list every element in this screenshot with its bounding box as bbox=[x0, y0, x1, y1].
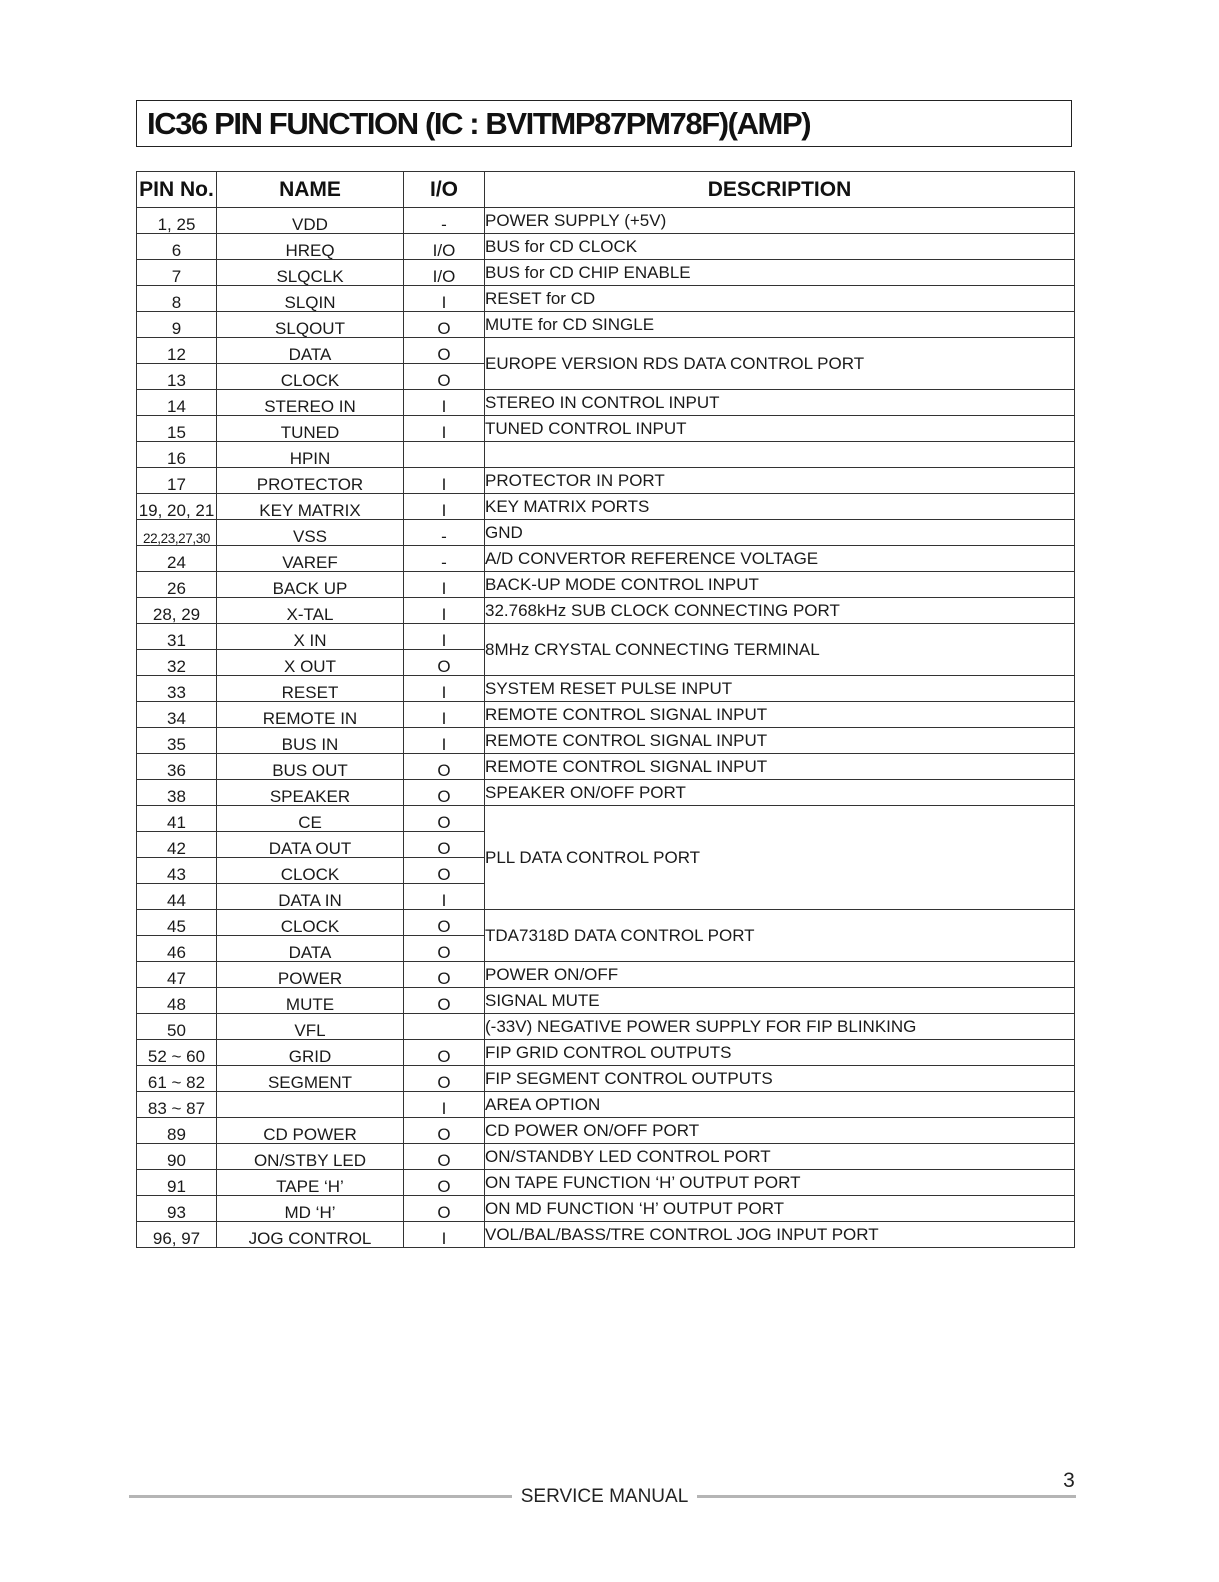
pin-cell: 13 bbox=[137, 364, 217, 390]
io-cell: I bbox=[404, 624, 485, 650]
name-cell bbox=[217, 1092, 404, 1118]
name-cell: X-TAL bbox=[217, 598, 404, 624]
io-cell: O bbox=[404, 988, 485, 1014]
pin-cell: 41 bbox=[137, 806, 217, 832]
pin-cell: 52 ~ 60 bbox=[137, 1040, 217, 1066]
description-cell: BUS for CD CHIP ENABLE bbox=[485, 260, 1075, 286]
table-row bbox=[137, 1118, 1075, 1144]
name-cell: VAREF bbox=[217, 546, 404, 572]
table-row bbox=[137, 260, 1075, 286]
name-cell: CLOCK bbox=[217, 364, 404, 390]
table-row bbox=[137, 598, 1075, 624]
header-name: NAME bbox=[217, 172, 404, 208]
pin-cell: 33 bbox=[137, 676, 217, 702]
pin-cell: 90 bbox=[137, 1144, 217, 1170]
io-cell: I/O bbox=[404, 234, 485, 260]
name-cell: DATA IN bbox=[217, 884, 404, 910]
pin-cell: 38 bbox=[137, 780, 217, 806]
table-row bbox=[137, 1144, 1075, 1170]
description-cell: MUTE for CD SINGLE bbox=[485, 312, 1075, 338]
pin-cell: 96, 97 bbox=[137, 1222, 217, 1248]
io-cell: O bbox=[404, 832, 485, 858]
header-pin-no: PIN No. bbox=[137, 172, 217, 208]
description-cell: FIP SEGMENT CONTROL OUTPUTS bbox=[485, 1066, 1075, 1092]
table-body bbox=[137, 208, 1075, 1248]
table-row bbox=[137, 1066, 1075, 1092]
name-cell: PROTECTOR bbox=[217, 468, 404, 494]
pin-cell: 83 ~ 87 bbox=[137, 1092, 217, 1118]
table-row bbox=[137, 1196, 1075, 1222]
io-cell: O bbox=[404, 1066, 485, 1092]
table-header-row bbox=[137, 172, 1075, 208]
description-cell: SIGNAL MUTE bbox=[485, 988, 1075, 1014]
table-row bbox=[137, 988, 1075, 1014]
pin-cell: 19, 20, 21 bbox=[137, 494, 217, 520]
io-cell: - bbox=[404, 546, 485, 572]
pin-cell: 17 bbox=[137, 468, 217, 494]
name-cell: POWER bbox=[217, 962, 404, 988]
pin-cell: 34 bbox=[137, 702, 217, 728]
io-cell: O bbox=[404, 936, 485, 962]
name-cell: BUS IN bbox=[217, 728, 404, 754]
table-row bbox=[137, 910, 1075, 936]
io-cell: I bbox=[404, 416, 485, 442]
description-cell: EUROPE VERSION RDS DATA CONTROL PORT bbox=[485, 338, 1075, 390]
pin-cell: 9 bbox=[137, 312, 217, 338]
name-cell: SLQCLK bbox=[217, 260, 404, 286]
description-cell: VOL/BAL/BASS/TRE CONTROL JOG INPUT PORT bbox=[485, 1222, 1075, 1248]
name-cell: CLOCK bbox=[217, 910, 404, 936]
name-cell: BUS OUT bbox=[217, 754, 404, 780]
pin-cell: 28, 29 bbox=[137, 598, 217, 624]
table-row bbox=[137, 234, 1075, 260]
name-cell: MD ‘H’ bbox=[217, 1196, 404, 1222]
pin-cell: 46 bbox=[137, 936, 217, 962]
description-cell: AREA OPTION bbox=[485, 1092, 1075, 1118]
io-cell: - bbox=[404, 520, 485, 546]
description-cell: RESET for CD bbox=[485, 286, 1075, 312]
pin-cell: 42 bbox=[137, 832, 217, 858]
pin-cell: 47 bbox=[137, 962, 217, 988]
description-cell: SYSTEM RESET PULSE INPUT bbox=[485, 676, 1075, 702]
pin-cell: 32 bbox=[137, 650, 217, 676]
description-cell: TUNED CONTROL INPUT bbox=[485, 416, 1075, 442]
name-cell: HREQ bbox=[217, 234, 404, 260]
description-cell: 32.768kHz SUB CLOCK CONNECTING PORT bbox=[485, 598, 1075, 624]
table-row bbox=[137, 702, 1075, 728]
io-cell: I bbox=[404, 884, 485, 910]
pin-cell: 8 bbox=[137, 286, 217, 312]
pin-cell: 12 bbox=[137, 338, 217, 364]
pin-cell: 16 bbox=[137, 442, 217, 468]
pin-function-table bbox=[136, 171, 1075, 1248]
description-cell: POWER SUPPLY (+5V) bbox=[485, 208, 1075, 234]
io-cell: O bbox=[404, 910, 485, 936]
name-cell: X IN bbox=[217, 624, 404, 650]
page-title: IC36 PIN FUNCTION (IC : BVITMP87PM78F)(AMP) bbox=[147, 106, 811, 141]
description-cell: BACK-UP MODE CONTROL INPUT bbox=[485, 572, 1075, 598]
header-io: I/O bbox=[404, 172, 485, 208]
io-cell: O bbox=[404, 754, 485, 780]
table-row bbox=[137, 494, 1075, 520]
pin-cell: 36 bbox=[137, 754, 217, 780]
io-cell: O bbox=[404, 364, 485, 390]
io-cell: I bbox=[404, 390, 485, 416]
description-cell: POWER ON/OFF bbox=[485, 962, 1075, 988]
name-cell: KEY MATRIX bbox=[217, 494, 404, 520]
name-cell: BACK UP bbox=[217, 572, 404, 598]
name-cell: GRID bbox=[217, 1040, 404, 1066]
name-cell: VDD bbox=[217, 208, 404, 234]
pin-cell: 35 bbox=[137, 728, 217, 754]
description-cell: GND bbox=[485, 520, 1075, 546]
pin-cell: 1, 25 bbox=[137, 208, 217, 234]
name-cell: DATA bbox=[217, 936, 404, 962]
io-cell: I bbox=[404, 572, 485, 598]
description-cell: PLL DATA CONTROL PORT bbox=[485, 806, 1075, 910]
io-cell: I bbox=[404, 676, 485, 702]
name-cell: JOG CONTROL bbox=[217, 1222, 404, 1248]
pin-cell: 91 bbox=[137, 1170, 217, 1196]
table-row bbox=[137, 208, 1075, 234]
description-cell: A/D CONVERTOR REFERENCE VOLTAGE bbox=[485, 546, 1075, 572]
name-cell: TAPE ‘H’ bbox=[217, 1170, 404, 1196]
io-cell: O bbox=[404, 780, 485, 806]
table-row bbox=[137, 416, 1075, 442]
pin-cell: 15 bbox=[137, 416, 217, 442]
pin-cell: 26 bbox=[137, 572, 217, 598]
table-row bbox=[137, 1014, 1075, 1040]
description-cell: SPEAKER ON/OFF PORT bbox=[485, 780, 1075, 806]
io-cell: I bbox=[404, 702, 485, 728]
pin-cell: 14 bbox=[137, 390, 217, 416]
name-cell: X OUT bbox=[217, 650, 404, 676]
table-row bbox=[137, 1092, 1075, 1118]
name-cell: HPIN bbox=[217, 442, 404, 468]
table-row bbox=[137, 338, 1075, 364]
table-row bbox=[137, 520, 1075, 546]
pin-cell: 6 bbox=[137, 234, 217, 260]
header-description: DESCRIPTION bbox=[485, 172, 1075, 208]
description-cell: TDA7318D DATA CONTROL PORT bbox=[485, 910, 1075, 962]
table-row bbox=[137, 962, 1075, 988]
table-row bbox=[137, 780, 1075, 806]
name-cell: VFL bbox=[217, 1014, 404, 1040]
description-cell: CD POWER ON/OFF PORT bbox=[485, 1118, 1075, 1144]
name-cell: DATA bbox=[217, 338, 404, 364]
io-cell: I bbox=[404, 598, 485, 624]
pin-cell: 7 bbox=[137, 260, 217, 286]
io-cell: O bbox=[404, 312, 485, 338]
name-cell: VSS bbox=[217, 520, 404, 546]
description-cell: ON TAPE FUNCTION ‘H’ OUTPUT PORT bbox=[485, 1170, 1075, 1196]
description-cell: STEREO IN CONTROL INPUT bbox=[485, 390, 1075, 416]
description-cell: (-33V) NEGATIVE POWER SUPPLY FOR FIP BLINKING bbox=[485, 1014, 1075, 1040]
io-cell: O bbox=[404, 806, 485, 832]
io-cell: O bbox=[404, 650, 485, 676]
name-cell: SPEAKER bbox=[217, 780, 404, 806]
description-cell: KEY MATRIX PORTS bbox=[485, 494, 1075, 520]
description-cell: BUS for CD CLOCK bbox=[485, 234, 1075, 260]
name-cell: REMOTE IN bbox=[217, 702, 404, 728]
description-cell bbox=[485, 442, 1075, 468]
io-cell: O bbox=[404, 1040, 485, 1066]
name-cell: DATA OUT bbox=[217, 832, 404, 858]
footer-rule-left bbox=[129, 1495, 512, 1498]
io-cell: O bbox=[404, 1196, 485, 1222]
description-cell: REMOTE CONTROL SIGNAL INPUT bbox=[485, 728, 1075, 754]
name-cell: ON/STBY LED bbox=[217, 1144, 404, 1170]
pin-cell: 45 bbox=[137, 910, 217, 936]
io-cell: O bbox=[404, 338, 485, 364]
io-cell bbox=[404, 442, 485, 468]
io-cell: I bbox=[404, 286, 485, 312]
io-cell: O bbox=[404, 1170, 485, 1196]
description-cell: ON MD FUNCTION ‘H’ OUTPUT PORT bbox=[485, 1196, 1075, 1222]
table-row bbox=[137, 286, 1075, 312]
footer-label: SERVICE MANUAL bbox=[520, 1486, 689, 1507]
table-row bbox=[137, 572, 1075, 598]
table-row bbox=[137, 676, 1075, 702]
table-row bbox=[137, 442, 1075, 468]
table-row bbox=[137, 728, 1075, 754]
io-cell: O bbox=[404, 962, 485, 988]
description-cell: REMOTE CONTROL SIGNAL INPUT bbox=[485, 702, 1075, 728]
name-cell: CD POWER bbox=[217, 1118, 404, 1144]
description-cell: ON/STANDBY LED CONTROL PORT bbox=[485, 1144, 1075, 1170]
pin-cell: 43 bbox=[137, 858, 217, 884]
description-cell: PROTECTOR IN PORT bbox=[485, 468, 1075, 494]
io-cell: I bbox=[404, 468, 485, 494]
pin-cell: 50 bbox=[137, 1014, 217, 1040]
name-cell: SLQOUT bbox=[217, 312, 404, 338]
table-row bbox=[137, 1170, 1075, 1196]
io-cell: I bbox=[404, 1092, 485, 1118]
pin-cell: 24 bbox=[137, 546, 217, 572]
name-cell: CLOCK bbox=[217, 858, 404, 884]
table-row bbox=[137, 468, 1075, 494]
pin-cell: 31 bbox=[137, 624, 217, 650]
pin-cell: 22,23,27,30 bbox=[137, 520, 217, 546]
table-row bbox=[137, 546, 1075, 572]
io-cell: O bbox=[404, 1118, 485, 1144]
description-cell: FIP GRID CONTROL OUTPUTS bbox=[485, 1040, 1075, 1066]
table-row bbox=[137, 1040, 1075, 1066]
table-row bbox=[137, 806, 1075, 832]
name-cell: TUNED bbox=[217, 416, 404, 442]
name-cell: MUTE bbox=[217, 988, 404, 1014]
table-row bbox=[137, 624, 1075, 650]
description-cell: 8MHz CRYSTAL CONNECTING TERMINAL bbox=[485, 624, 1075, 676]
description-cell: REMOTE CONTROL SIGNAL INPUT bbox=[485, 754, 1075, 780]
pin-cell: 44 bbox=[137, 884, 217, 910]
title-box bbox=[136, 100, 1072, 147]
io-cell: I/O bbox=[404, 260, 485, 286]
name-cell: SEGMENT bbox=[217, 1066, 404, 1092]
io-cell: I bbox=[404, 1222, 485, 1248]
footer-rule-right bbox=[697, 1495, 1076, 1498]
table-row bbox=[137, 754, 1075, 780]
page-number: 3 bbox=[1063, 1469, 1075, 1492]
pin-cell: 61 ~ 82 bbox=[137, 1066, 217, 1092]
io-cell: O bbox=[404, 1144, 485, 1170]
pin-cell: 48 bbox=[137, 988, 217, 1014]
io-cell: - bbox=[404, 208, 485, 234]
io-cell: O bbox=[404, 858, 485, 884]
name-cell: RESET bbox=[217, 676, 404, 702]
io-cell: I bbox=[404, 494, 485, 520]
io-cell bbox=[404, 1014, 485, 1040]
pin-cell: 89 bbox=[137, 1118, 217, 1144]
name-cell: SLQIN bbox=[217, 286, 404, 312]
table-row bbox=[137, 1222, 1075, 1248]
name-cell: STEREO IN bbox=[217, 390, 404, 416]
io-cell: I bbox=[404, 728, 485, 754]
table-row bbox=[137, 390, 1075, 416]
table-row bbox=[137, 312, 1075, 338]
name-cell: CE bbox=[217, 806, 404, 832]
pin-cell: 93 bbox=[137, 1196, 217, 1222]
